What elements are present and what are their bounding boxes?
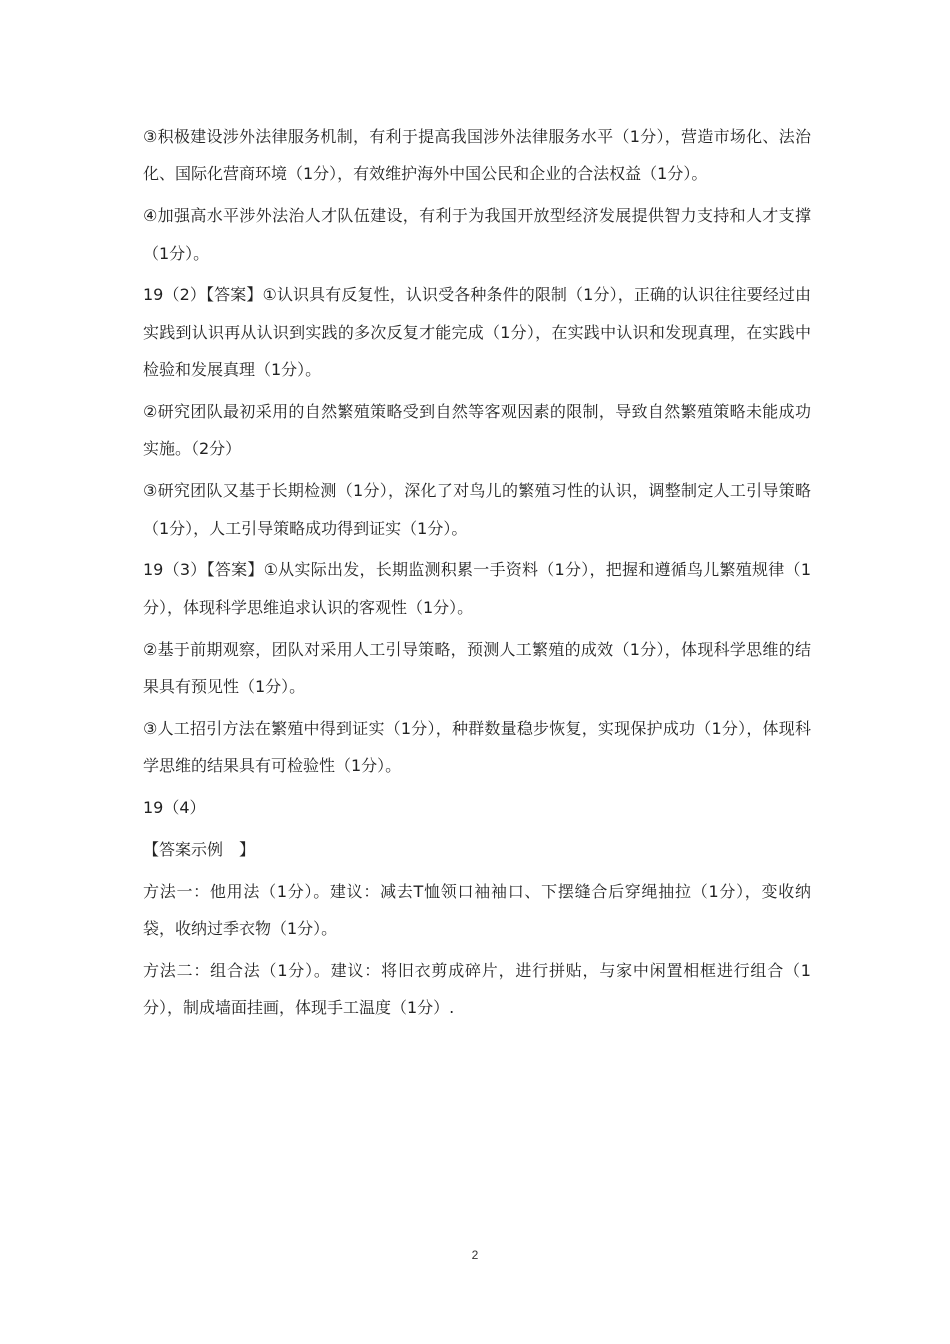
answer-paragraph-19-2-item-2: ②研究团队最初采用的自然繁殖策略受到自然等客观因素的限制，导致自然繁殖策略未能成功实施。（2分） xyxy=(143,402,811,459)
answer-paragraph-19-3-item-3: ③人工招引方法在繁殖中得到证实（1分），种群数量稳步恢复，实现保护成功（1分），体现科学思维的结果具有可检验性（1分）。 xyxy=(143,718,811,776)
answer-paragraph-19-2-item-1: 19（2）【答案】①认识具有反复性，认识受各种条件的限制（1分），正确的认识往往要经过由实践到认识再从认识到实践的多次反复才能完成（1分），在实践中认识和发现真理，在实践中检验和发展真理（1分）。 xyxy=(143,285,811,380)
answer-example-heading: 【答案示例 】 xyxy=(143,839,256,859)
answer-method-two: 方法二：组合法（1分）。建议：将旧衣剪成碎片，进行拼贴，与家中闲置相框进行组合（1分），制成墙面挂画，体现手工温度（1分）. xyxy=(143,960,811,1018)
answer-paragraph-19-3-item-1: 19（3）【答案】①从实际出发，长期监测积累一手资料（1分），把握和遵循鸟儿繁殖规律（1分），体现科学思维追求认识的客观性（1分）。 xyxy=(143,560,811,617)
document-body xyxy=(143,118,811,1031)
page-number: 2 xyxy=(471,1248,479,1262)
question-heading-19-4: 19（4） xyxy=(143,798,206,818)
answer-method-one: 方法一：他用法（1分）。建议：减去T恤领口袖袖口、下摆缝合后穿绳抽拉（1分），变收纳袋，收纳过季衣物（1分）。 xyxy=(143,881,811,939)
answer-paragraph-19-2-item-3: ③研究团队又基于长期检测（1分），深化了对鸟儿的繁殖习性的认识，调整制定人工引导策略（1分），人工引导策略成功得到证实（1分）。 xyxy=(143,481,811,538)
answer-paragraph-19-1-item-4: ④加强高水平涉外法治人才队伍建设，有利于为我国开放型经济发展提供智力支持和人才支撑（1分）。 xyxy=(143,206,811,263)
answer-paragraph-19-3-item-2: ②基于前期观察，团队对采用人工引导策略，预测人工繁殖的成效（1分），体现科学思维的结果具有预见性（1分）。 xyxy=(143,639,811,697)
answer-paragraph-19-1-item-3: ③积极建设涉外法律服务机制，有利于提高我国涉外法律服务水平（1分），营造市场化、法治化、国际化营商环境（1分），有效维护海外中国公民和企业的合法权益（1分）。 xyxy=(143,127,811,184)
